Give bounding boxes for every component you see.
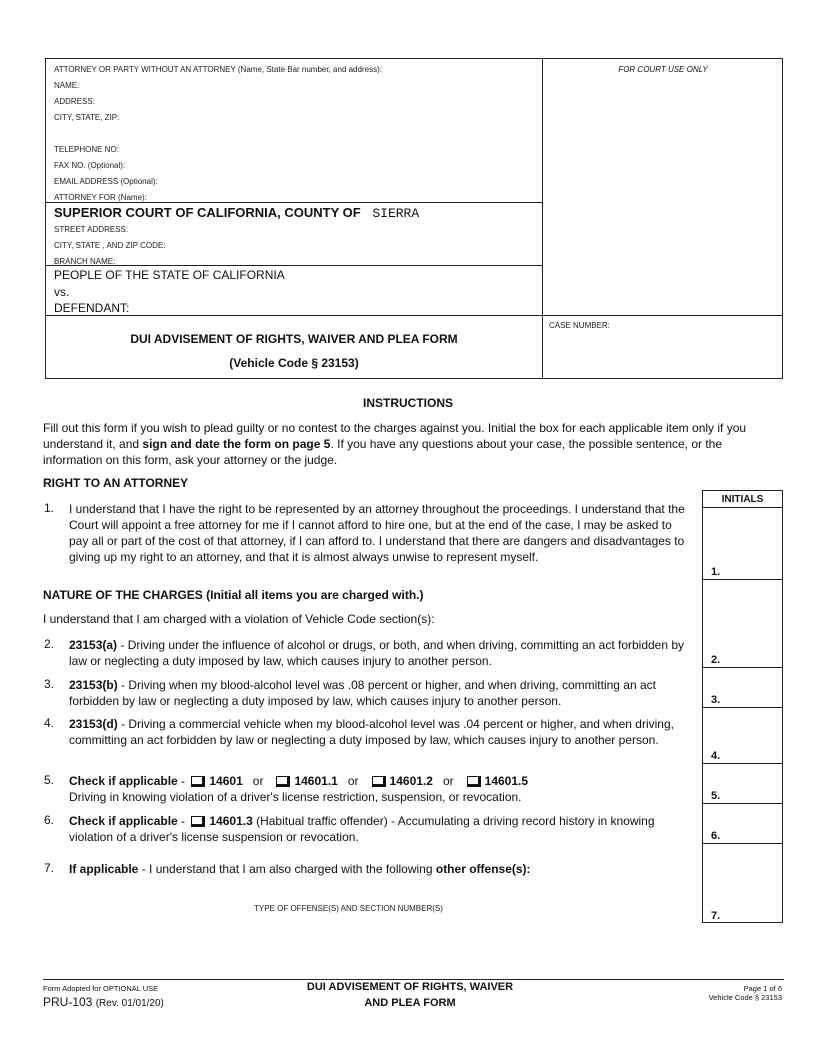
caption-divider <box>542 59 543 379</box>
initials-box-number: 3. <box>711 694 721 706</box>
city-zip-label: CITY, STATE , AND ZIP CODE: <box>54 241 166 250</box>
item-4-text <box>69 716 693 748</box>
initials-rule <box>703 667 782 668</box>
people-label: PEOPLE OF THE STATE OF CALIFORNIA <box>54 268 285 282</box>
checkbox-14601-2[interactable] <box>372 776 386 787</box>
court-title <box>54 205 419 221</box>
instructions-text-bold: sign and date the form on page 5 <box>142 437 331 451</box>
instructions-text <box>43 420 758 468</box>
item-number: 2. <box>44 637 55 651</box>
initials-rule <box>703 803 782 804</box>
charges-intro: I understand that I am charged with a violation of Vehicle Code section(s): <box>43 612 435 626</box>
county-value: SIERRA <box>372 206 420 221</box>
branch-label: BRANCH NAME: <box>54 257 116 266</box>
fax-label: FAX NO. (Optional): <box>54 161 126 170</box>
option-14601-1: 14601.1 <box>294 774 338 788</box>
initials-rule <box>703 707 782 708</box>
court-use-label: FOR COURT USE ONLY <box>618 65 708 74</box>
footer-title-line1: DUI ADVISEMENT OF RIGHTS, WAIVER <box>306 981 514 993</box>
address-label: ADDRESS: <box>54 97 95 106</box>
initials-box-number: 4. <box>711 750 721 762</box>
option-14601: 14601 <box>209 774 243 788</box>
item-6-code: 14601.3 <box>209 814 253 828</box>
footer-form-id <box>43 995 164 1009</box>
attorney-label: ATTORNEY OR PARTY WITHOUT AN ATTORNEY (Name, State Bar number, and address): <box>54 65 382 74</box>
check-applicable-label: Check if applicable <box>69 774 178 788</box>
item-5-options <box>69 773 699 789</box>
option-14601-5: 14601.5 <box>484 774 529 788</box>
initials-rule <box>703 507 782 508</box>
dash: - <box>177 814 189 828</box>
type-of-offense-label: TYPE OF OFFENSE(S) AND SECTION NUMBER(S) <box>254 904 443 913</box>
form-revision: (Rev. 01/01/20) <box>95 998 164 1009</box>
item-number: 6. <box>44 813 55 827</box>
checkbox-14601-1[interactable] <box>276 776 290 787</box>
form-id: PRU-103 <box>43 995 93 1009</box>
initials-rule <box>703 843 782 844</box>
item-3-text <box>69 677 679 709</box>
item-4-description: - Driving a commercial vehicle when my blood-alcohol level was .04 percent or higher, and when driving, committing an act forbidden by law or neglecting a duty imposed by law, which causes injury to another person. <box>69 717 674 747</box>
checkbox-14601-3[interactable] <box>191 816 205 827</box>
case-number-label: CASE NUMBER: <box>549 321 610 330</box>
initials-box-number: 7. <box>711 910 721 922</box>
caption-rule <box>46 202 542 203</box>
initials-box-number: 6. <box>711 830 721 842</box>
initials-column <box>702 490 783 923</box>
instructions-text-a: Fill out this form if you wish to plead guilty or no contest to the charges against you. Initial the box for each applicable item only if you understand it, and <box>43 421 747 451</box>
caption-box <box>45 58 783 379</box>
footer-adopted: Form Adopted for OPTIONAL USE <box>43 984 159 993</box>
initials-box-number: 1. <box>711 566 721 578</box>
telephone-label: TELEPHONE NO: <box>54 145 119 154</box>
instructions-text-b: . If you have any questions about your case, the possible sentence, or the information on this form, ask your attorney or the judge. <box>43 437 723 467</box>
checkbox-14601[interactable] <box>191 776 205 787</box>
item-number: 4. <box>44 716 55 730</box>
street-address-label: STREET ADDRESS: <box>54 225 129 234</box>
right-to-attorney-heading: RIGHT TO AN ATTORNEY <box>43 476 189 490</box>
footer-rule <box>43 979 784 980</box>
caption-rule <box>46 265 542 266</box>
item-5-text: Driving in knowing violation of a driver's license restriction, suspension, or revocation. <box>69 790 522 804</box>
dash: - <box>177 774 189 788</box>
item-1-text: I understand that I have the right to be represented by an attorney throughout the proceedings. I understand that the Court will appoint a free attorney for me if I cannot afford to hire one, but at the end of the case, I may be asked to pay all or part of the cost of that attorney, if I can afford to. I understand that there are dangers and disadvantages to giving up my right to an attorney, and that it is almost always unwise to represent myself. <box>69 502 685 564</box>
defendant-label: DEFENDANT: <box>54 301 130 315</box>
item-2-text <box>69 637 693 669</box>
check-applicable-label: Check if applicable <box>69 814 178 828</box>
or-text: or <box>347 774 359 788</box>
court-title-text: SUPERIOR COURT OF CALIFORNIA, COUNTY OF <box>54 205 361 220</box>
footer-code: Vehicle Code § 23153 <box>708 993 782 1002</box>
item-number: 3. <box>44 677 55 691</box>
or-text: or <box>442 774 454 788</box>
name-label: NAME: <box>54 81 80 90</box>
caption-rule <box>46 315 783 316</box>
initials-rule <box>703 763 782 764</box>
or-text: or <box>252 774 264 788</box>
item-number: 5. <box>44 773 55 787</box>
charges-heading: NATURE OF THE CHARGES (Initial all items you are charged with.) <box>43 588 424 602</box>
item-4-code: 23153(d) <box>69 717 118 731</box>
vs-label: vs. <box>54 285 70 299</box>
initials-box-number: 5. <box>711 790 721 802</box>
checkbox-14601-5[interactable] <box>467 776 481 787</box>
item-6-description: (Habitual traffic offender) - Accumulating a driving record history in knowing violation of a driver's license suspension or revocation. <box>69 814 655 844</box>
item-3-description: - Driving when my blood-alcohol level was .08 percent or higher, and when driving, committing an act forbidden by law or neglecting a duty imposed by law, which causes injury to another person. <box>69 678 656 708</box>
item-7-description: - I understand that I am also charged with the following <box>138 862 436 876</box>
item-7-bold-label: If applicable <box>69 862 139 876</box>
email-label: EMAIL ADDRESS (Optional): <box>54 177 158 186</box>
city-state-zip-label: CITY, STATE, ZIP: <box>54 113 120 122</box>
item-7-text <box>69 861 693 877</box>
option-14601-2: 14601.2 <box>389 774 433 788</box>
item-3-code: 23153(b) <box>69 678 118 692</box>
item-6-text <box>69 813 684 845</box>
item-2-description: - Driving under the influence of alcohol or drugs, or both, and when driving, committing an act forbidden by law or neglecting a duty imposed by law, which causes injury to another person. <box>69 638 685 668</box>
attorney-for-label: ATTORNEY FOR (Name): <box>54 193 147 202</box>
instructions-heading: INSTRUCTIONS <box>363 396 453 410</box>
footer-title-line2: AND PLEA FORM <box>364 997 456 1009</box>
item-2-code: 23153(a) <box>69 638 118 652</box>
initials-label: INITIALS <box>721 494 764 505</box>
item-7-other-offenses: other offense(s): <box>435 862 531 876</box>
initials-rule <box>703 579 782 580</box>
initials-box-number: 2. <box>711 654 721 666</box>
item-number: 1. <box>44 501 55 515</box>
form-title: DUI ADVISEMENT OF RIGHTS, WAIVER AND PLEA FORM <box>130 332 458 346</box>
item-number: 7. <box>44 861 55 875</box>
footer-page: Page 1 of 6 <box>743 984 782 993</box>
form-subtitle: (Vehicle Code § 23153) <box>229 356 359 370</box>
